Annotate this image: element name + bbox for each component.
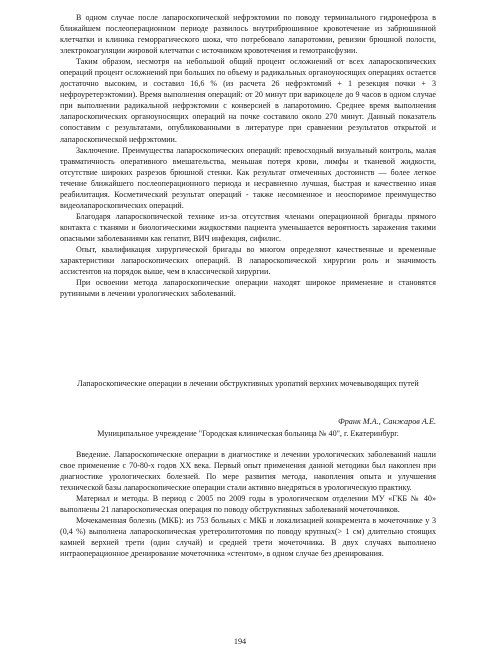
paragraph: Введение. Лапароскопические операции в диагностике и лечении урологических заболеваний нашли свое применение с 70-80-х годов XX века. Первый опыт применения данной методики был накоплен при диагностике урологических болезней. По мере развития метода, накопления опыта и улучшения технической базы лапароскопические операции стали активно внедряться в урологическую практику.: [60, 450, 436, 493]
paragraph: В одном случае после лапароскопической нефрэктомии по поводу терминального гидронефроза в ближайшем послеоперационном периоде развилось внутрибрюшинное кровотечение из забрюшинной клетчатки и клиника геморрагического шока, что потребовало лапаротомии, ревизии брюшной полости, электрокоагуляции жировой клетчатки с источником кровотечения и гемотрансфузии.: [60, 13, 436, 56]
top-text-block: [60, 12, 436, 299]
paragraph: Таким образом, несмотря на небольшой общий процент осложнений от всех лапароскопических операций процент осложнений при больших по объему и радикальных органоуносящих операциях остается достаточно высоким, и составил 16,6 % (из расчета 26 нефрэктомий + 1 резекция почки + 3 нефроуретерэктомии). Время выполнения операций: от 20 минут при варикоцеле до 9 часов в одном случае при выполнении радикальной нефрэктомии с конверсией в лапаротомию. Среднее время выполнения лапароскопических органоуносящих операций на почке составило около 270 минут. Данный показатель сопоставим с результатами, опубликованными в литературе при сравнении результатов открытой и лапароскопической нефрэктомии.: [60, 57, 436, 144]
paragraph: Мочекаменная болезнь (МКБ): из 753 больных с МКБ и локализацией конкремента в мочеточнике у 3 (0,4 %) выполнена лапароскопическая уретеролитотомия по поводу крупных(> 1 см) длительно стоящих камней верхней трети (один случай) и средней трети мочеточника. В двух случаях выполнено интраоперационное дренирование мочеточника «стентом», в одном случае без дренирования.: [60, 516, 436, 559]
page-number: 194: [233, 637, 247, 646]
paragraph: Заключение. Преимущества лапароскопических операций: превосходный визуальный контроль, малая травматичность оперативного вмешательства, меньшая потеря крови, лимфы и тканевой жидкости, отсутствие широких разрезов брюшной стенки. Как результат отмеченных достоинств — более легкое течение ближайшего послеоперационного периода и несравненно лучшая, быстрая и качественно иная реабилитация. Косметический результат операций - также несомненное и неоспоримое преимущество видеолапароскопических операций.: [60, 145, 436, 210]
article-authors: Франк М.А., Санжаров А.Е.: [338, 417, 436, 426]
bottom-text-block: [60, 449, 436, 559]
paragraph: Материал и методы. В период с 2005 по 2009 годы в урологическом отделении МУ «ГКБ № 40» выполнены 21 лапароскопическая операция по поводу обструктивных заболеваний мочеточников.: [60, 494, 436, 515]
article-title: Лапароскопические операции в лечении обструктивных уропатий верхних мочевыводящих путей: [77, 379, 419, 388]
paragraph: При освоении метода лапароскопические операции находят широкое применение и становятся рутинными в лечении урологических заболеваний.: [60, 278, 436, 299]
article-affiliation: Муниципальное учреждение "Городская клиническая больница № 40", г. Екатеринбург.: [97, 429, 399, 438]
paragraph: Опыт, квалификация хирургической бригады во многом определяют качественные и временные характеристики лапароскопических операций. В лапароскопической хирургии роль и значимость ассистентов на порядок выше, чем в классической хирургии.: [60, 244, 436, 277]
paragraph: Благодаря лапароскопической технике из-за отсутствия членами операционной бригады прямого контакта с тканями и биологическими жидкостями пациента уменьшается вероятность заражения такими опасными заболеваниями как гепатит, ВИЧ инфекция, сифилис.: [60, 211, 436, 243]
